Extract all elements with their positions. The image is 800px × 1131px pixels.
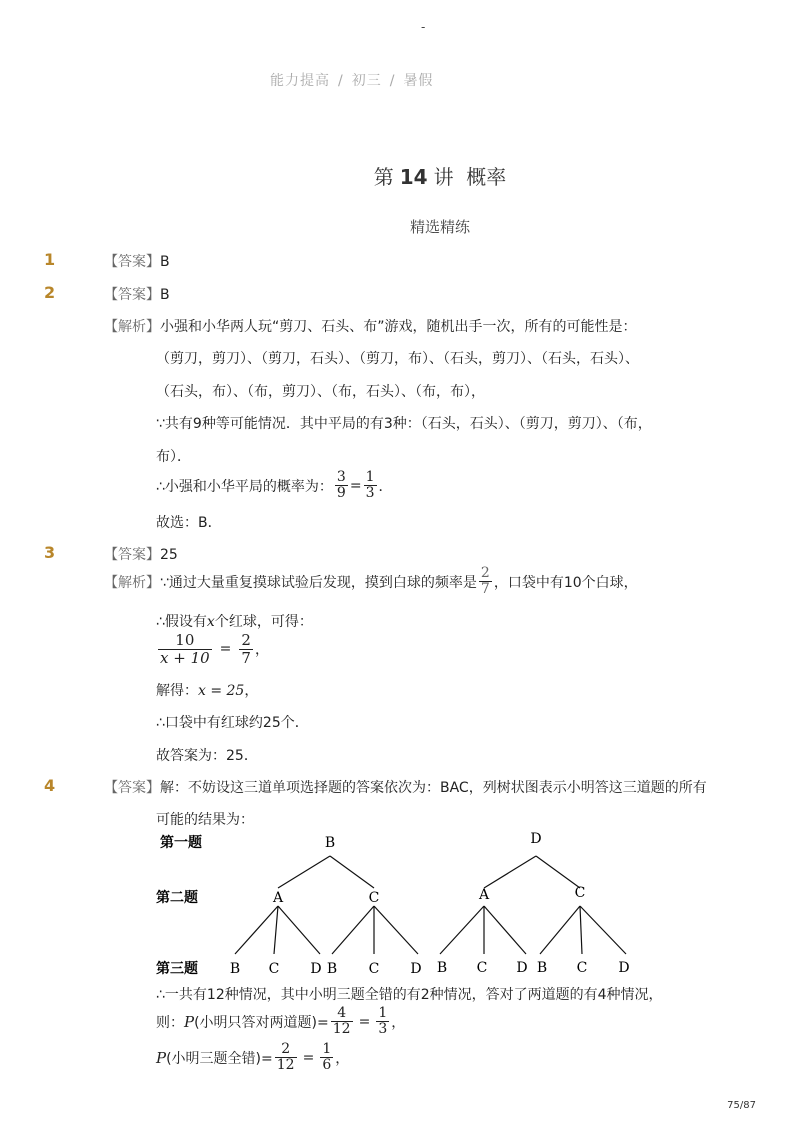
tree-node: A: [272, 890, 284, 906]
page-number: 75/87: [727, 1100, 756, 1111]
probability-text: ∴小强和小华平局的概率为：: [156, 478, 333, 495]
answer-text: 可能的结果为：: [156, 812, 254, 828]
tree-edge: [278, 856, 330, 888]
answer-label: 【答案】: [104, 547, 160, 563]
equation-line: $\frac{10}{x + 10}$ = $\frac{2}{7}$ ，: [160, 631, 269, 667]
tree-node: B: [536, 960, 548, 976]
question-number: 4: [44, 776, 56, 795]
analysis-line: ∴假设有x个红球，可得：: [156, 614, 313, 630]
tree-node: C: [576, 960, 588, 976]
breadcrumb-item: 初三: [351, 73, 382, 89]
analysis-line: ∵共有9种等可能情况．其中平局的有3种：（石头，石头）、（剪刀，剪刀）、（布，: [156, 416, 652, 432]
answer-label: 【答案】: [104, 287, 160, 303]
question-number: 2: [44, 283, 56, 302]
tree-edge: [580, 906, 582, 954]
page-title: [0, 161, 800, 190]
breadcrumb-item: 能力提高: [270, 73, 330, 89]
tree-edge: [536, 856, 580, 888]
fraction: $\frac{1}{3}$: [365, 469, 375, 502]
tree-node: C: [476, 960, 488, 976]
tree-edge: [235, 906, 278, 954]
fraction: $\frac{2}{12}$: [276, 1041, 295, 1074]
tree-edge: [484, 856, 536, 888]
tree-edge: [374, 906, 418, 954]
analysis-line: ∴一共有12种情况，其中小明三题全错的有2种情况，答对了两道题的有4种情况，: [156, 987, 663, 1003]
answer-value: B: [160, 254, 170, 270]
tree-node: B: [229, 961, 241, 977]
analysis-line: ∴口袋中有红球约25个．: [156, 715, 309, 731]
tree-diagram: [150, 826, 650, 980]
analysis-line: （石头，布）、（布，剪刀）、（布，石头）、（布，布），: [156, 384, 485, 400]
fraction: $\frac{2}{7}$: [241, 631, 251, 667]
title-topic: 概率: [466, 165, 507, 189]
tree-row-label: 第三题: [156, 961, 198, 977]
answer-label: 【答案】: [104, 254, 160, 270]
tree-row-label: 第二题: [156, 890, 198, 906]
analysis-label: 【解析】: [104, 574, 160, 591]
conclusion-line: 故选：B．: [156, 515, 222, 531]
answer-row: [104, 777, 707, 797]
fraction: $\frac{3}{9}$: [336, 469, 346, 502]
answer-row: [104, 284, 170, 304]
question-number: 1: [44, 250, 56, 269]
answer-row: [104, 251, 170, 271]
tree-node: B: [436, 960, 448, 976]
tree-node: C: [268, 961, 280, 977]
section-subtitle: 精选精练: [409, 218, 470, 236]
tree-edge: [330, 856, 374, 888]
tree-edge: [540, 906, 580, 954]
tree-edge: [484, 906, 526, 954]
analysis-line: ∵通过大量重复摸球试验后发现，摸到白球的频率是: [160, 574, 477, 591]
answer-value: 25: [160, 547, 178, 563]
analysis-line: （剪刀，剪刀）、（剪刀，石头）、（剪刀，布）、（石头，剪刀）、（石头，石头）、: [156, 351, 639, 367]
analysis-line: 解得：x = 25，: [156, 683, 259, 699]
tree-edge: [274, 906, 278, 954]
tree-node: C: [368, 961, 380, 977]
tree-edge: [440, 906, 484, 954]
conclusion-line: 故答案为：25．: [156, 748, 258, 764]
probability-line: P(小明三题全错)= $\frac{2}{12}$ = $\frac{1}{6}$ ，: [156, 1041, 350, 1074]
tree-node: D: [516, 960, 528, 976]
analysis-row: 【解析】∵通过大量重复摸球试验后发现，摸到白球的频率是 $\frac{2}{7}$ ，口袋中有10个白球，: [104, 565, 638, 598]
breadcrumb-separator: /: [338, 73, 344, 89]
tree-edge: [580, 906, 626, 954]
tree-node: A: [478, 887, 490, 903]
breadcrumb: [270, 70, 433, 90]
analysis-line: 布）．: [156, 449, 191, 465]
title-prefix: 第: [373, 165, 394, 189]
title-number: 14: [399, 165, 428, 189]
fraction: $\frac{1}{6}$: [322, 1041, 332, 1074]
tree-row-label: 第一题: [160, 835, 202, 851]
fraction: $\frac{10}{x + 10}$: [160, 631, 210, 667]
tree-node: D: [410, 961, 422, 977]
answer-value: B: [160, 287, 170, 303]
tree-edge: [278, 906, 320, 954]
analysis-row: [104, 316, 637, 336]
tree-node: D: [618, 960, 630, 976]
tree-edge: [332, 906, 374, 954]
tree-node: D: [530, 831, 542, 847]
fraction: $\frac{2}{7}$: [480, 565, 490, 598]
breadcrumb-item: 暑假: [403, 73, 434, 89]
breadcrumb-separator: /: [389, 73, 396, 89]
tree-node: B: [324, 835, 336, 851]
tree-node: C: [574, 885, 586, 901]
question-number: 3: [44, 543, 56, 562]
top-dash: -: [421, 20, 426, 34]
answer-label: 【答案】: [104, 780, 160, 796]
title-lecture: 讲: [433, 165, 454, 189]
fraction: $\frac{1}{3}$: [378, 1005, 388, 1038]
analysis-line: 小强和小华两人玩“剪刀、石头、布”游戏，随机出手一次，所有的可能性是：: [160, 319, 637, 335]
fraction: $\frac{4}{12}$: [332, 1005, 351, 1038]
tree-node: C: [368, 890, 380, 906]
probability-line: 则：P(小明只答对两道题)= $\frac{4}{12}$ = $\frac{1}{3}$ ，: [156, 1005, 406, 1038]
analysis-label: 【解析】: [104, 319, 160, 335]
tree-node: B: [326, 961, 338, 977]
tree-node: D: [310, 961, 322, 977]
probability-line: ∴小强和小华平局的概率为： $\frac{3}{9}$ = $\frac{1}{3}$ ．: [156, 469, 393, 502]
answer-text: 解：不妨设这三道单项选择题的答案依次为：BAC，列树状图表示小明答这三道题的所有: [160, 780, 707, 796]
answer-row: [104, 544, 178, 564]
